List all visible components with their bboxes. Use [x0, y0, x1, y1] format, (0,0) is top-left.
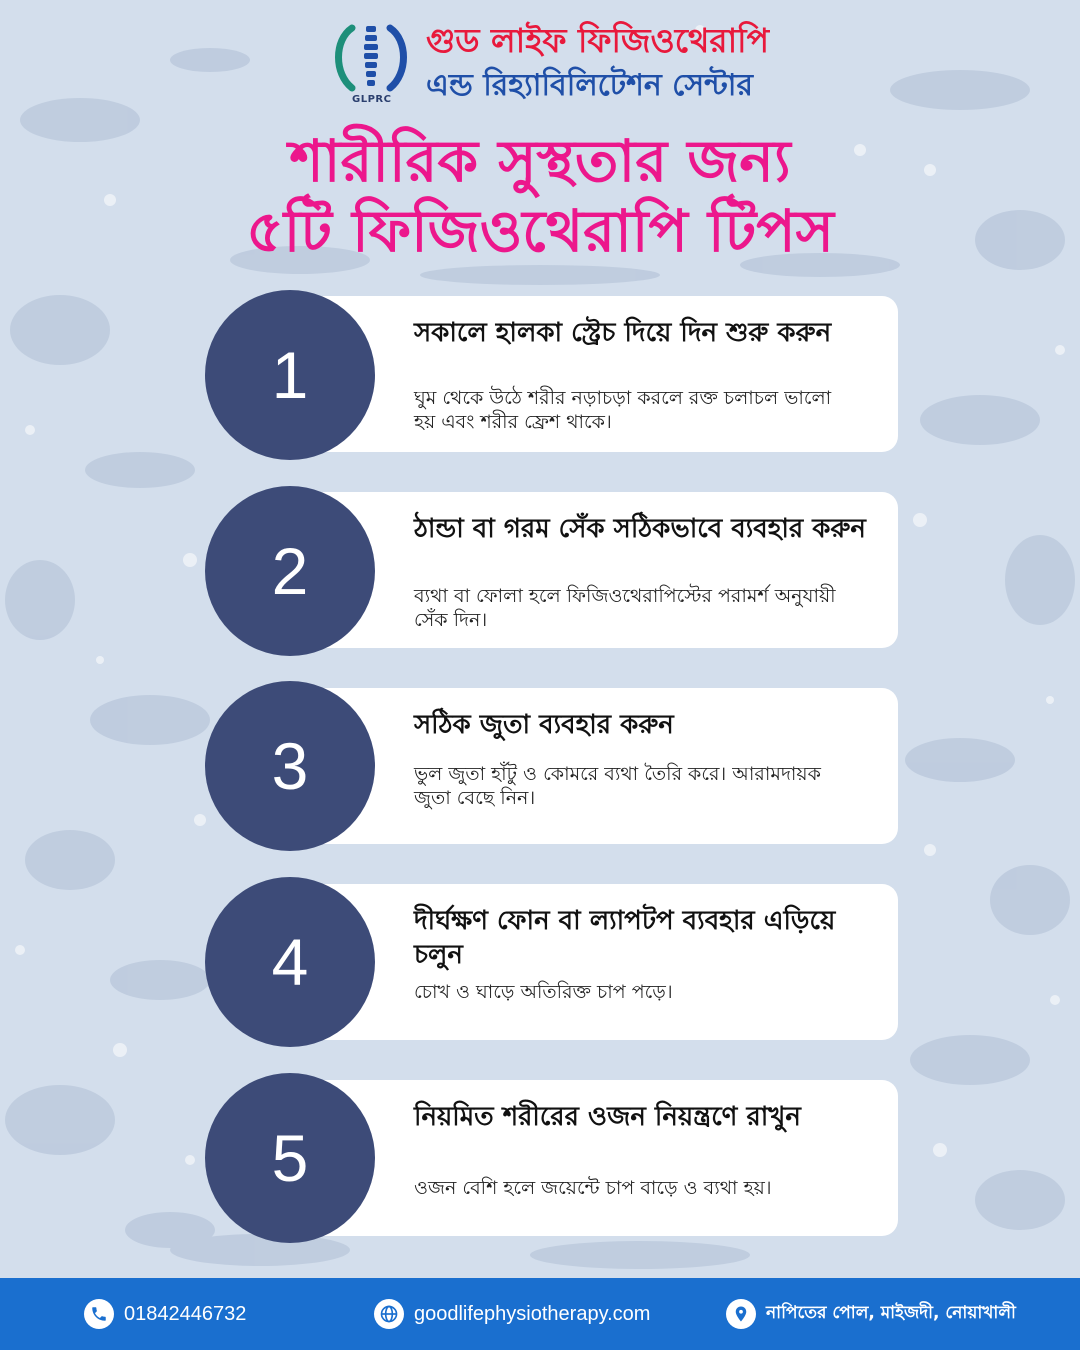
- page-title: [0, 126, 1080, 266]
- tip-description: ব্যথা বা ফোলা হলে ফিজিওথেরাপিস্টের পরামর্শ অনুযায়ী সেঁক দিন।: [414, 585, 836, 631]
- phone-number: 01842446732: [124, 1302, 247, 1325]
- tip-description: চোখ ও ঘাড়ে অতিরিক্ত চাপ পড়ে।: [414, 981, 673, 1003]
- brand-name: গুড লাইফ ফিজিওথেরাপি: [426, 21, 769, 60]
- address-text: নাপিতের পোল, মাইজদী, নোয়াখালী: [766, 1303, 1016, 1323]
- tip-description: ঘুম থেকে উঠে শরীর নড়াচড়া করলে রক্ত চলাচল ভালো হয় এবং শরীর ফ্রেশ থাকে।: [414, 387, 832, 433]
- tip-description: ভুল জুতা হাঁটু ও কোমরে ব্যথা তৈরি করে। আরামদায়ক জুতা বেছে নিন।: [414, 763, 821, 809]
- tip-description: ওজন বেশি হলে জয়েন্টে চাপ বাড়ে ও ব্যথা হয়।: [414, 1177, 772, 1199]
- website-link: goodlifephysiotherapy.com: [414, 1302, 651, 1325]
- tip-card-5: [290, 1080, 898, 1236]
- tip-number-badge: 2: [205, 486, 375, 656]
- contact-footer: [0, 1278, 1080, 1350]
- tip-card-1: [290, 296, 898, 452]
- title-line-1: শারীরিক সুস্থতার জন্য: [289, 127, 791, 195]
- tip-title: ঠান্ডা বা গরম সেঁক সঠিকভাবে ব্যবহার করুন: [414, 514, 866, 544]
- tip-number-badge: 4: [205, 877, 375, 1047]
- tip-card-4: [290, 884, 898, 1040]
- tip-number-badge: 3: [205, 681, 375, 851]
- logo-text: GLPRC: [352, 94, 392, 105]
- tip-title: নিয়মিত শরীরের ওজন নিয়ন্ত্রণে রাখুন: [414, 1102, 801, 1132]
- footer-website[interactable]: [374, 1278, 650, 1350]
- brand-header: [330, 18, 800, 110]
- tip-number-badge: 5: [205, 1073, 375, 1243]
- title-line-2: ৫টি ফিজিওথেরাপি টিপস: [246, 197, 834, 265]
- tip-title: সকালে হালকা স্ট্রেচ দিয়ে দিন শুরু করুন: [414, 318, 832, 348]
- tip-number-badge: 1: [205, 290, 375, 460]
- location-pin-icon: [726, 1299, 756, 1329]
- footer-phone[interactable]: [84, 1278, 246, 1350]
- tip-title: দীর্ঘক্ষণ ফোন বা ল্যাপটপ ব্যবহার এড়িয়ে চলুন: [414, 906, 836, 970]
- tip-title: সঠিক জুতা ব্যবহার করুন: [414, 710, 674, 740]
- tip-card-2: [290, 492, 898, 648]
- brand-subtitle: এন্ড রিহ্যাবিলিটেশন সেন্টার: [426, 68, 753, 103]
- footer-address: [726, 1278, 1016, 1350]
- tip-card-3: [290, 688, 898, 844]
- phone-icon: [84, 1299, 114, 1329]
- globe-icon: [374, 1299, 404, 1329]
